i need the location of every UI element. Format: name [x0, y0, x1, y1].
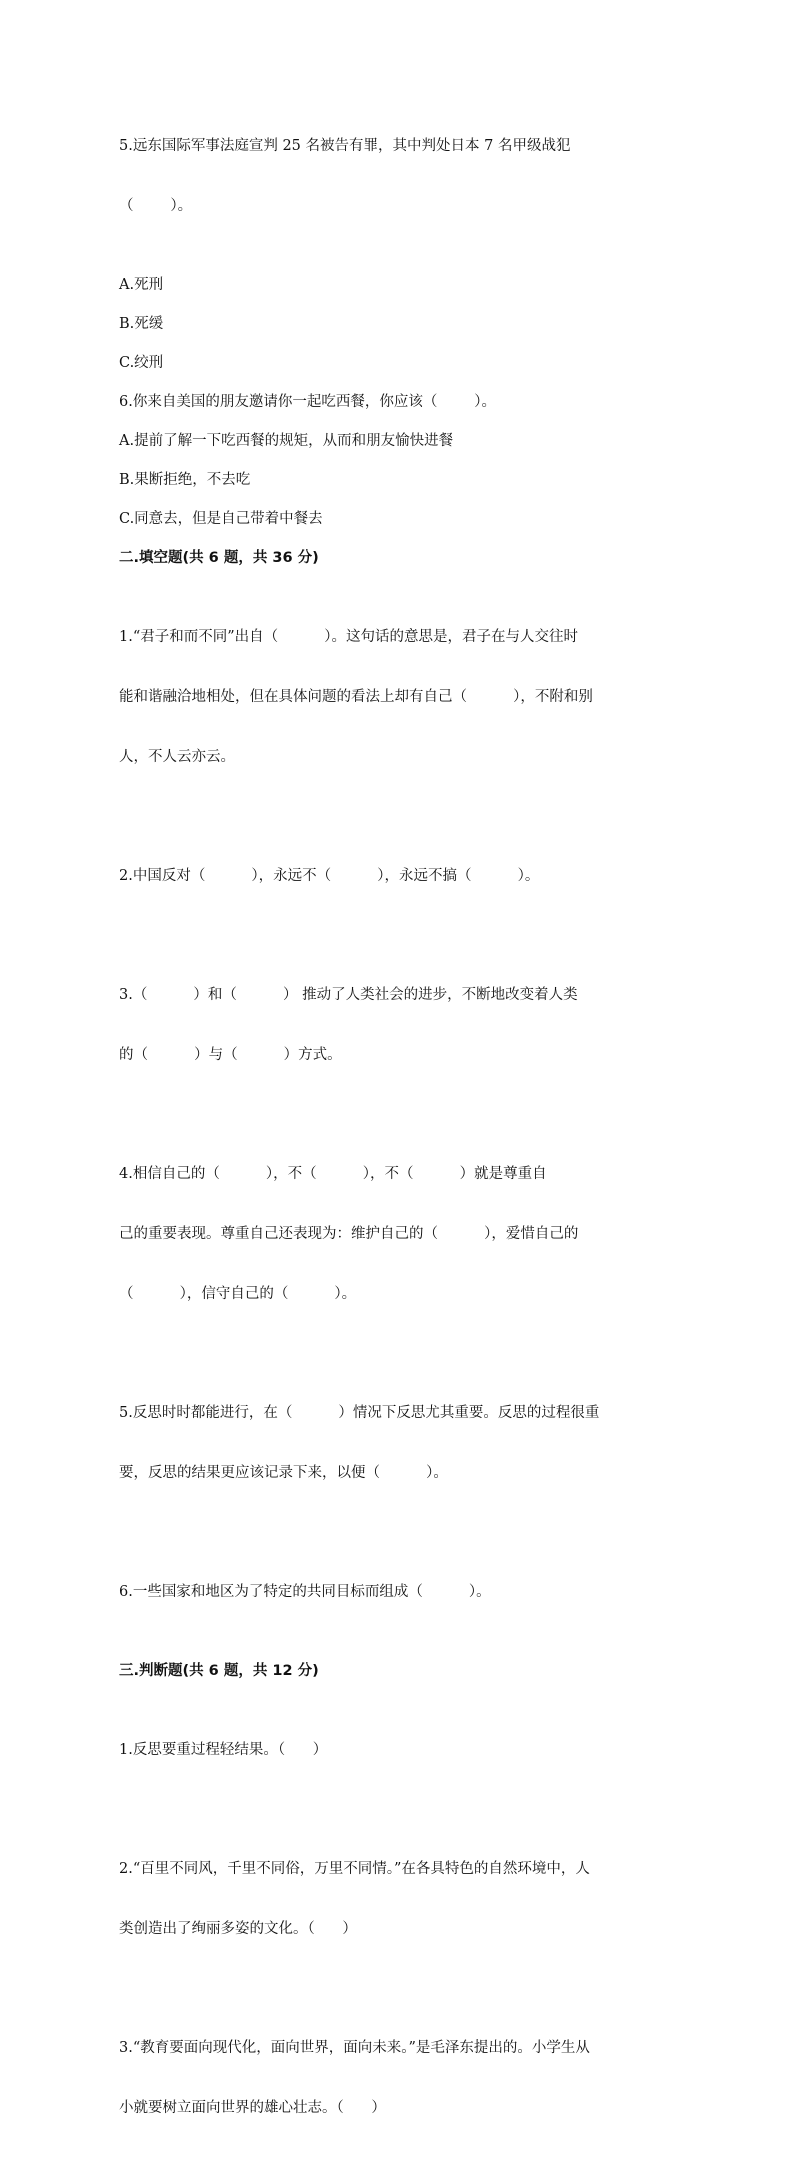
judge-question-2	[119, 1819, 679, 1979]
question-6-option-c: C.同意去，但是自己带着中餐去	[119, 511, 323, 527]
judge-question-3-line-2: 小就要树立面向世界的雄心壮志。（ ）	[119, 2100, 386, 2116]
judge-question-1-line-1: 1.反思要重过程轻结果。（ ）	[119, 1742, 328, 1758]
question-5-option-a: A.死刑	[119, 277, 164, 293]
fill-question-1-line-2: 能和谐融洽地相处，但在具体问题的看法上却有自己（ ），不附和别	[119, 689, 593, 705]
judge-question-2-line-1: 2.“百里不同风，千里不同俗，万里不同情。”在各具特色的自然环境中，人	[119, 1861, 590, 1877]
judge-question-3	[119, 1998, 679, 2158]
fill-question-4-line-3: （ ），信守自己的（ ）。	[119, 1286, 357, 1302]
question-6: 6.你来自美国的朋友邀请你一起吃西餐，你应该（ ）。	[119, 394, 496, 410]
fill-question-5-line-1: 5.反思时时都能进行，在（ ）情况下反思尤其重要。反思的过程很重	[119, 1405, 600, 1421]
section-2-title: 二.填空题(共 6 题，共 36 分)	[119, 550, 319, 566]
fill-question-4-line-1: 4.相信自己的（ ），不（ ），不（ ）就是尊重自	[119, 1166, 547, 1182]
fill-question-6	[119, 1542, 679, 1642]
exam-page	[119, 96, 679, 2158]
question-5-option-b: B.死缓	[119, 316, 164, 332]
fill-question-5	[119, 1363, 679, 1523]
section-3-title: 三.判断题(共 6 题，共 12 分)	[119, 1663, 319, 1679]
fill-question-3-line-1: 3.（ ）和（ ） 推动了人类社会的进步，不断地改变着人类	[119, 987, 578, 1003]
judge-question-2-line-2: 类创造出了绚丽多姿的文化。（ ）	[119, 1921, 357, 1937]
fill-question-6-line-1: 6.一些国家和地区为了特定的共同目标而组成（ ）。	[119, 1584, 491, 1600]
fill-question-1-line-1: 1.“君子和而不同”出自（ ）。这句话的意思是，君子在与人交往时	[119, 629, 578, 645]
fill-question-4-line-2: 己的重要表现。尊重自己还表现为：维护自己的（ ），爱惜自己的	[119, 1226, 579, 1242]
question-6-option-a: A.提前了解一下吃西餐的规矩，从而和朋友愉快进餐	[119, 433, 454, 449]
fill-question-3-line-2: 的（ ）与（ ）方式。	[119, 1047, 342, 1063]
fill-question-3	[119, 945, 679, 1105]
fill-question-2-line-1: 2.中国反对（ ），永远不（ ），永远不搞（ ）。	[119, 868, 540, 884]
question-5-line-1: 5.远东国际军事法庭宣判 25 名被告有罪，其中判处日本 7 名甲级战犯	[119, 138, 571, 154]
question-5-line-2: （ ）。	[119, 198, 193, 214]
judge-question-3-line-1: 3.“教育要面向现代化，面向世界，面向未来。”是毛泽东提出的。小学生从	[119, 2040, 590, 2056]
question-5	[119, 96, 679, 256]
question-5-option-c: C.绞刑	[119, 355, 164, 371]
judge-question-1	[119, 1700, 679, 1800]
fill-question-1-line-3: 人，不人云亦云。	[119, 749, 235, 765]
fill-question-2	[119, 826, 679, 926]
fill-question-5-line-2: 要，反思的结果更应该记录下来，以便（ ）。	[119, 1465, 448, 1481]
question-6-option-b: B.果断拒绝，不去吃	[119, 472, 251, 488]
fill-question-1	[119, 587, 679, 807]
fill-question-4	[119, 1124, 679, 1344]
